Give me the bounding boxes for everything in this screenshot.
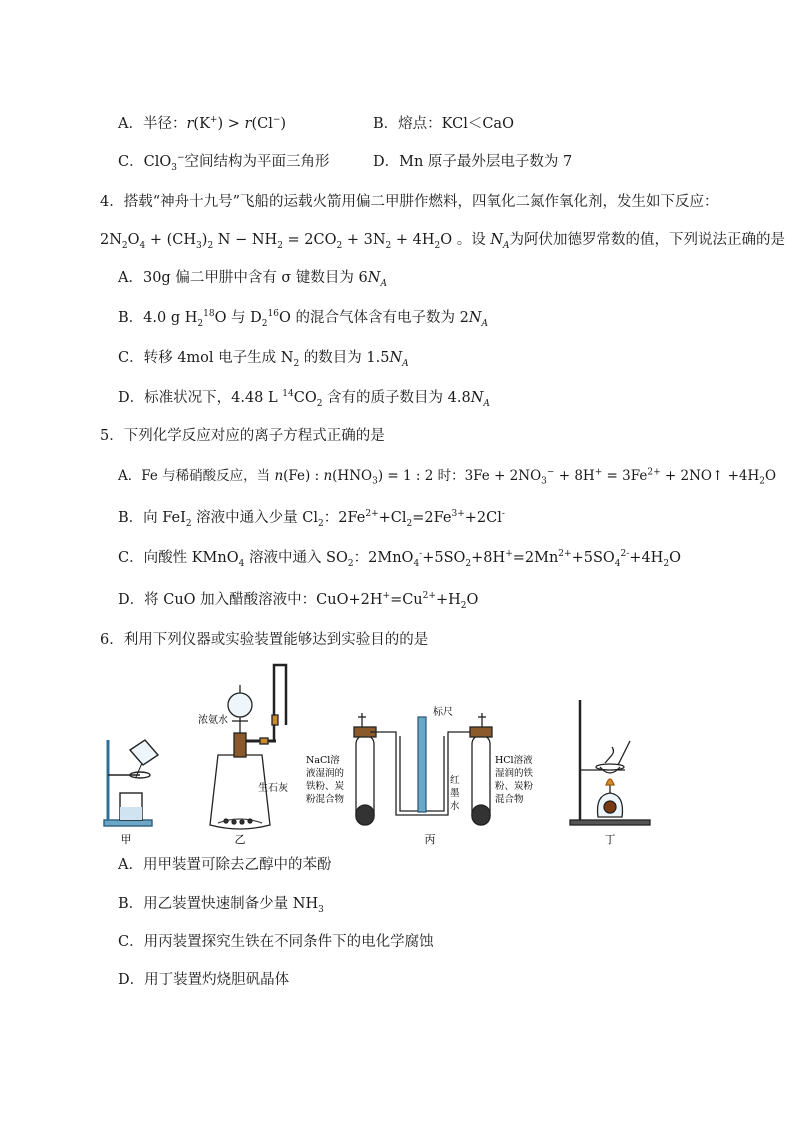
apparatus-jia: [104, 740, 158, 826]
q3-option-d: D．Mn 原子最外层电子数为 7: [373, 154, 573, 170]
q5-option-c: C．向酸性 KMnO$_4$ 溶液中通入 $SO_2$：$2MnO_4^-+5SO_2+8H^+=2Mn^{2+}+5SO_4^{2-}+4H_2O$: [118, 549, 681, 569]
apparatus-bing: [354, 713, 492, 825]
q5-option-d: D．将 CuO 加入醋酸溶液中：$CuO+2H^+=Cu^{2+}+H_2O$: [118, 591, 479, 611]
label-nacl-3: 铁粉、炭: [306, 781, 345, 792]
apparatus-ding: [570, 700, 650, 825]
label-yi: 乙: [234, 833, 246, 846]
label-hcl-1: HCl溶液: [495, 755, 533, 766]
q4-option-b: B．4.0 g $H_2^{18}O$ 与 $D_2^{16}O$ 的混合气体含有电子数为 $2N_A$: [118, 309, 489, 329]
apparatus-figure: [100, 655, 660, 850]
q6-option-c: C．用丙装置探究生铁在不同条件下的电化学腐蚀: [118, 934, 434, 950]
label-nacl-4: 粉混合物: [306, 794, 345, 805]
label-ammonia: 浓氨水: [198, 715, 228, 726]
q4-stem: 4．搭载“神舟十九号”飞船的运载火箭用偏二甲肼作燃料，四氧化二氮作氧化剂，发生如下反应：: [100, 194, 719, 210]
label-ink-2: 墨: [450, 788, 460, 799]
label-ink-1: 红: [450, 775, 460, 786]
label-scale: 标尺: [433, 707, 453, 718]
q5-stem: 5．下列化学反应对应的离子方程式正确的是: [100, 428, 385, 444]
q3-option-c: C．ClO$_3$−空间结构为平面三角形: [118, 153, 330, 173]
label-nacl-2: 液湿润的: [306, 768, 345, 779]
q4-equation: $2N_2O_4 + (CH_3)_2$ $N - NH_2 = 2CO_2 + 3N_2 + 4H_2O$ 。设 $N_A$为阿伏加德罗常数的值，下列说法正确的是: [100, 232, 786, 251]
q5-option-a: A．Fe 与稀硝酸反应，当 n(Fe) : $n(HNO_3) = 1$ : 2 时：$3Fe + 2NO_3^- + 8H^+ = 3Fe^{2+}$ + 2NO↑ $+4H_2O$: [118, 467, 777, 487]
label-ink-3: 水: [450, 801, 460, 812]
label-nacl-1: NaCl溶: [306, 755, 340, 766]
label-jia: 甲: [120, 833, 132, 846]
q5-option-b: B．向 FeI$_2$ 溶液中通入少量 $Cl_2$：$2Fe^{2+}+Cl_2=2Fe^{3+}+2Cl^-$: [118, 509, 505, 529]
q6-option-a: A．用甲装置可除去乙醇中的苯酚: [118, 857, 332, 873]
label-bing: 丙: [424, 833, 436, 846]
q4-option-d: D．标准状况下，4.48 L $^{14}CO_2$ 含有的质子数目为 $4.8N_A$: [118, 389, 490, 409]
label-hcl-3: 粉、炭粉: [495, 781, 534, 792]
q6-option-d: D．用丁装置灼烧胆矾晶体: [118, 972, 290, 988]
q3-option-b: B．熔点：KCl＜CaO: [373, 116, 514, 132]
label-ding: 丁: [604, 833, 616, 846]
q3-option-a: A．半径：r(K+) > r(Cl−): [118, 115, 287, 132]
q6-stem: 6．利用下列仪器或实验装置能够达到实验目的的是: [100, 632, 429, 648]
label-hcl-4: 混合物: [495, 794, 524, 805]
q6-option-b: B．用乙装置快速制备少量 $NH_3$: [118, 896, 324, 915]
label-hcl-2: 湿润的铁: [495, 768, 534, 779]
apparatus-yi: [210, 665, 286, 829]
label-quicklime: 生石灰: [258, 783, 288, 794]
q4-option-a: A．30g 偏二甲肼中含有 σ 键数目为 $6N_A$: [118, 270, 387, 289]
q4-option-c: C．转移 4mol 电子生成 $N_2$ 的数目为 $1.5N_A$: [118, 350, 409, 369]
